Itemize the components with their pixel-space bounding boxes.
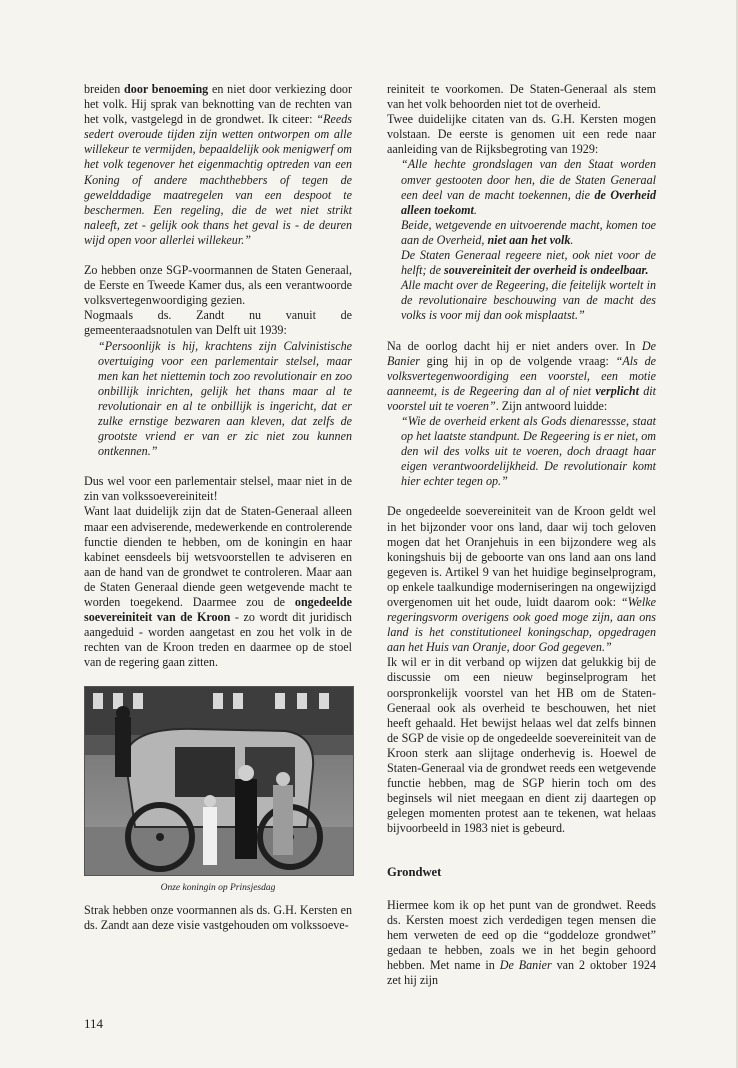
left-paragraph-3: Nogmaals ds. Zandt nu vanuit de gemeenteraadsnotulen van Delft uit 1939: <box>84 308 352 338</box>
right-column <box>387 82 656 988</box>
text: . <box>570 232 574 247</box>
inline-quote: “Reeds sedert overoude tijden zijn wetten ontworpen om alle willekeur te vermijden, bepaaldelijk ook menigwerf om het volk tegenover het eigenmachtig optreden van een Koning of andere machthebbers of tegen de gewelddadige maatregelen van een despoot te beschermen. Een regeling, die de wet niet strikt naleeft, zet - gelijk ook thans het geval is - de deuren wijd open voor allerlei willekeur.” <box>84 112 352 247</box>
quote-text: “Persoonlijk is hij, krachtens zijn Calvinistische overtuiging voor een parlementair stelsel, maar men kan het niettemin toch zoo revolutionair en zoo onbillijk inrichten, gelijk het thans maar al te revolutionair en al te onbillijk is ingericht, dat er zulke ernstige bezwaren aan kleven, dat zelfs de grootste vriend er van er zic niet zou kunnen ontkennen.” <box>98 338 352 459</box>
text: Hiermee kom ik op het punt van de grondwet. Reeds ds. Kersten moest zich verdedigen tegen mensen die hem verweten de eed op die “goddeloze grondwet” gedaan te hebben, zoals we in het begin gehoord hebben. Met name in <box>387 897 656 972</box>
text: en niet door verkiezing door het volk. Hij sprak van beknotting van de rechten van het volk, vastgelegd in de grondwet. Ik citeer: <box>84 82 353 127</box>
left-paragraph-4: Dus wel voor een parlementair stelsel, maar niet in de zin van volkssoevereiniteit! <box>84 474 352 504</box>
text: Beide, wetgevende en uitvoerende macht, komen toe aan de Overheid, <box>401 217 656 247</box>
bold-text: niet aan het volk <box>487 232 571 247</box>
photo-caption: Onze koningin op Prinsjesdag <box>160 883 276 894</box>
text: - zo wordt dit juridisch aangeduid - worden aangetast en zou het volk in de rechten van de Kroon treden en daarmee op de stoel van de regering gaan zitten. <box>84 610 352 670</box>
text: breiden <box>84 82 125 96</box>
left-paragraph-5 <box>84 504 352 670</box>
text: . Zijn antwoord luidde: <box>495 398 608 413</box>
bold-text: door benoeming <box>124 82 209 96</box>
quote-line-3 <box>401 248 656 278</box>
text: van 2 oktober 1924 zet hij zijn <box>387 957 657 988</box>
bold-text: ongedeelde soevereiniteit van de Kroon <box>84 595 352 625</box>
quote-text: “Wie de overheid erkent als Gods dienaressse, staat op het laatste standpunt. De Regeering is er niet, om den wil des volks uit te voeren, doch draagt haar eigen verantwoordelijkheid. De revolutionair komt hier echter tegen op.” <box>401 413 656 489</box>
text: . <box>473 202 477 217</box>
quote-line-1 <box>401 157 656 217</box>
right-paragraph-1: reiniteit te voorkomen. De Staten-Generaal als stem van het volk behoorden niet tot de overheid. <box>387 82 656 112</box>
right-paragraph-3 <box>387 339 656 414</box>
photo-prinsjesdag <box>84 686 354 876</box>
right-paragraph-5: Ik wil er in dit verband op wijzen dat gelukkig bij de discussie om een nieuw beginselprogram het oorspronkelijk voorstel van het HB om de Staten-Generaal ook als overheid te beschouwen, het niet heeft gehaald. Het bewijst helaas wel dat zelfs binnen de SGP de visie op de ongedeelde soevereiniteit van de Kroon sterk aan slijtage onderhevig is. Hoewel de Staten-Generaal via de grondwet reeds een wetgevende functie hebben, mag de SGP hierin toch om des beginsels wil niet meegaan en dient zij daartegen op gelegen momenten protest aan te tekenen, wat helaas bijvoorbeeld in 1983 niet is gebeurd. <box>387 655 656 836</box>
bold-italic-text: verplicht <box>595 383 639 398</box>
bold-text: souvereiniteit der overheid is ondeelbaar. <box>443 263 649 278</box>
block-quote-zandt <box>98 339 352 460</box>
block-quote-banier <box>401 414 656 489</box>
text: Want laat duidelijk zijn dat de Staten-Generaal alleen maar een adviserende, medewerkende en controlerende functie dienden te hebben, om de koningin en haar kabinet eensdeels bij wetsvoorstellen te adviseren en aan de hand van de grondwet te controleren. Maar aan de Staten Generaal diende geen wetgevende macht te worden toegekend. Daarmee zou de <box>84 504 352 609</box>
right-paragraph-6 <box>387 898 656 989</box>
italic-text: “Welke regeringsvorm overigens ook goed moge zijn, aan ons land is het constitutioneel koningschap, opgedragen aan het Huis van Oranje, door God gegeven.” <box>387 595 656 655</box>
page-number: 114 <box>84 1016 104 1031</box>
quote-line-4: Alle macht over de Regeering, die feitelijk wortelt in de revolutionaire beschouwing van de macht des volks is voor mij dan ook misplaatst.” <box>401 278 656 323</box>
left-column <box>84 82 352 933</box>
section-heading-grondwet: Grondwet <box>387 864 442 879</box>
bold-text: de Overheid alleen toekomt <box>401 187 656 217</box>
block-quote-kersten-1929 <box>401 157 656 323</box>
photo-illustration <box>85 687 353 875</box>
left-paragraph-2: Zo hebben onze SGP-voormannen de Staten Generaal, de Eerste en Tweede Kamer dus, als een verantwoorde volksvertegenwoordiging gezien. <box>84 263 352 308</box>
italic-text: dit voorstel uit te voeren” <box>387 383 657 413</box>
right-paragraph-2: Twee duidelijke citaten van ds. G.H. Kersten mogen volstaan. De eerste is genomen uit een rede naar aanleiding van de Rijksbegroting van 1929: <box>387 112 656 157</box>
italic-text: De Banier <box>499 957 552 972</box>
text: ging hij in op de volgende vraag: <box>419 353 616 368</box>
quote-line-2 <box>401 218 656 248</box>
left-paragraph-6: Strak hebben onze voormannen als ds. G.H. Kersten en ds. Zandt aan deze visie vastgehouden om volkssoeve- <box>84 902 352 932</box>
text: Na de oorlog dacht hij er niet anders over. In <box>387 338 642 353</box>
left-paragraph-1 <box>84 82 352 248</box>
text: “Alle hechte grondslagen van den Staat worden omver gestooten door hen, die de Staten Generaal een deel van de macht toekennen, die <box>401 157 656 202</box>
italic-text: De Banier <box>387 338 656 368</box>
right-paragraph-4 <box>387 504 656 655</box>
italic-text: “Als de volksvertegenwoordiging een voorstel, een motie aanneemt, is de Regeering dan al of niet <box>387 353 656 398</box>
text: De Staten Generaal regeere niet, ook niet voor de helft; de <box>401 248 656 278</box>
text: De ongedeelde soevereiniteit van de Kroon geldt wel in het bijzonder voor ons land, daar wij toch geloven mogen dat het Oranjehuis in een bijzondere weg als koningshuis bij de geboorte van ons land aan ons land gegeven is. Artikel 9 van het huidige beginselprogram, op enkele taalkundige moderniseringen na ongewijzigd overgenomen uit het oude, luidt daarom ook: <box>387 504 656 609</box>
